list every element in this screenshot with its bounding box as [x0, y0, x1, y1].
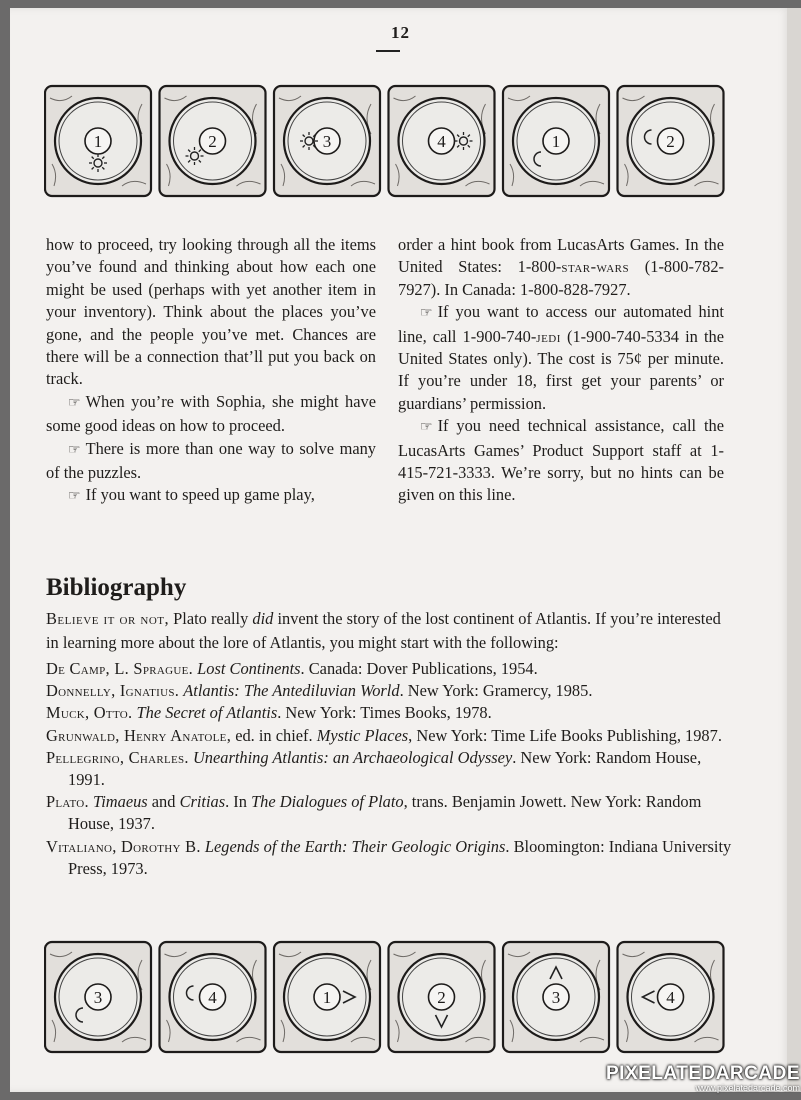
bottom-tiles-illustration	[44, 940, 728, 1054]
entry-author: Vitaliano, Dorothy B.	[46, 836, 201, 856]
entry-author: Plato.	[46, 792, 89, 812]
stone-tile	[160, 86, 266, 196]
pointing-hand-icon: ☞	[68, 442, 81, 458]
bibliography-heading: Bibliography	[46, 574, 187, 601]
jedi-number: jedi	[536, 326, 561, 346]
entry-title: The Secret of Atlantis	[136, 703, 278, 723]
entry-editor-note: ed. in chief.	[231, 725, 317, 745]
tile-numeral: 1	[551, 132, 561, 151]
pointing-hand-icon: ☞	[68, 395, 81, 411]
bibliography-entry	[46, 680, 736, 702]
left-para-4	[46, 484, 376, 508]
page-number: 12	[391, 23, 410, 42]
left-para-3	[46, 438, 376, 485]
hint-book-text: order a hint book from LucasArts Games. In the United States: 1-800-	[398, 235, 724, 277]
intro-emphasis: did	[252, 609, 274, 628]
left-para-1: how to proceed, try looking through all the items you’ve found and thinking about how each one might be used (perhaps with yet another item in your inventory). Think about the places you’ve gone, and the people you’ve met. Chances are there will be a connection that’ll put you back on track.	[46, 235, 376, 389]
stone-tile	[45, 942, 151, 1052]
hint-line-text: If you want to access our automated hint line, call 1-900-740-	[398, 302, 724, 346]
entry-publication: . Canada: Dover Publications, 1954.	[300, 659, 538, 678]
left-column	[46, 234, 376, 509]
intro-lead: Believe it or not,	[46, 609, 170, 628]
stone-tile	[45, 86, 151, 196]
watermark-url: www.pixelatedarcade.com	[695, 1083, 800, 1093]
right-para-3	[398, 415, 724, 507]
tile-numeral: 4	[437, 132, 446, 151]
entry-author: Donnelly, Ignatius.	[46, 681, 180, 701]
stone-tile	[503, 86, 609, 196]
stone-tile	[160, 942, 266, 1052]
entry-author: De Camp, L. Sprague.	[46, 659, 194, 678]
tile-numeral: 1	[322, 988, 332, 1007]
right-para-2	[398, 301, 724, 415]
intro-text-b: invent the story of the lost continent of Atlantis. If you’re interested in learning more about the lore of Atlantis, you might start with the following:	[46, 609, 721, 652]
right-column	[398, 234, 724, 507]
stone-tile	[503, 942, 609, 1052]
entry-collection-title: The Dialogues of Plato	[251, 792, 404, 812]
tech-support-text: If you need technical assistance, call the LucasArts Games’ Product Support staff at 1-415-721-3333. We’re sorry, but no hints can be given on this line.	[398, 416, 724, 505]
bibliography-entry	[46, 725, 736, 747]
bibliography-list	[46, 658, 736, 880]
bibliography-entry	[46, 836, 736, 880]
pointing-hand-icon: ☞	[420, 420, 433, 436]
entry-title: Legends of the Earth: Their Geologic Origins	[204, 836, 506, 856]
entry-publication: . New York: Gramercy, 1985.	[399, 681, 593, 701]
left-para-3-text: There is more than one way to solve many of the puzzles.	[46, 438, 376, 483]
bibliography-entry	[46, 747, 736, 791]
tile-numeral: 3	[551, 988, 561, 1007]
entry-publication: . Bloomington: Indiana University Press, 1973.	[68, 836, 732, 878]
entry-author: Grunwald, Henry Anatole,	[46, 725, 232, 745]
entry-publication: . New York: Random House, 1991.	[68, 747, 702, 790]
top-stone-tile-row	[44, 84, 728, 198]
right-para-1	[398, 234, 724, 301]
stone-tile	[274, 942, 380, 1052]
tile-numeral: 3	[93, 988, 103, 1007]
entry-publication: . New York: Times Books, 1978.	[277, 703, 492, 723]
entry-title: Atlantis: The Antediluvian World	[183, 681, 400, 701]
entry-conjunction: and	[147, 792, 180, 812]
bottom-stone-tile-row	[44, 940, 728, 1054]
page-number-rule	[376, 50, 400, 52]
stone-tile	[274, 86, 380, 196]
intro-text-a: Plato really	[169, 609, 253, 628]
entry-title: Lost Continents	[197, 659, 301, 678]
stone-tile	[389, 86, 495, 196]
tile-numeral: 1	[93, 132, 103, 151]
tile-numeral: 2	[437, 988, 446, 1007]
entry-publication: , trans. Benjamin Jowett. New York: Random House, 1937.	[68, 792, 702, 834]
pointing-hand-icon: ☞	[420, 306, 433, 322]
stone-tile	[389, 942, 495, 1052]
watermark-logo: PIXELATEDARCADE	[606, 1063, 800, 1084]
bibliography-entry	[46, 791, 736, 835]
entry-title: Unearthing Atlantis: an Archaeological Odyssey	[192, 747, 513, 767]
tile-numeral: 3	[322, 132, 332, 151]
page-edge	[787, 8, 801, 1092]
hint-line-text-end: (1-900-740-5334 in the United States only). The cost is 75¢ per minute. If you’re under 18, first get your parents’ or guardians’ permission.	[398, 326, 724, 413]
watermark	[600, 1063, 800, 1093]
entry-author: Muck, Otto.	[46, 703, 133, 723]
stone-tile	[618, 942, 724, 1052]
tile-numeral: 2	[208, 132, 217, 151]
entry-author: Pellegrino, Charles.	[46, 747, 189, 767]
tile-numeral: 4	[666, 988, 675, 1007]
hint-book-text-end: (1-800-782-7927). In Canada: 1-800-828-7927.	[398, 257, 724, 299]
tile-numeral: 4	[208, 988, 217, 1007]
entry-title: Timaeus	[93, 792, 148, 812]
stone-tile	[618, 86, 724, 196]
entry-in: . In	[225, 792, 252, 812]
top-tiles-illustration	[44, 84, 728, 198]
left-para-4-text: If you want to speed up game play,	[85, 485, 315, 505]
left-para-2-text: When you’re with Sophia, she might have some good ideas on how to proceed.	[46, 391, 376, 436]
entry-title-2: Critias	[179, 792, 226, 812]
entry-title: Mystic Places	[316, 725, 409, 745]
left-para-2	[46, 391, 376, 438]
bibliography-entry	[46, 702, 736, 724]
star-wars-number: star-wars	[561, 257, 630, 277]
bibliography-intro	[46, 607, 736, 655]
pointing-hand-icon: ☞	[68, 489, 81, 505]
tile-numeral: 2	[666, 132, 675, 151]
bibliography-entry	[46, 658, 736, 680]
entry-publication: , New York: Time Life Books Publishing, 1987.	[408, 725, 722, 745]
